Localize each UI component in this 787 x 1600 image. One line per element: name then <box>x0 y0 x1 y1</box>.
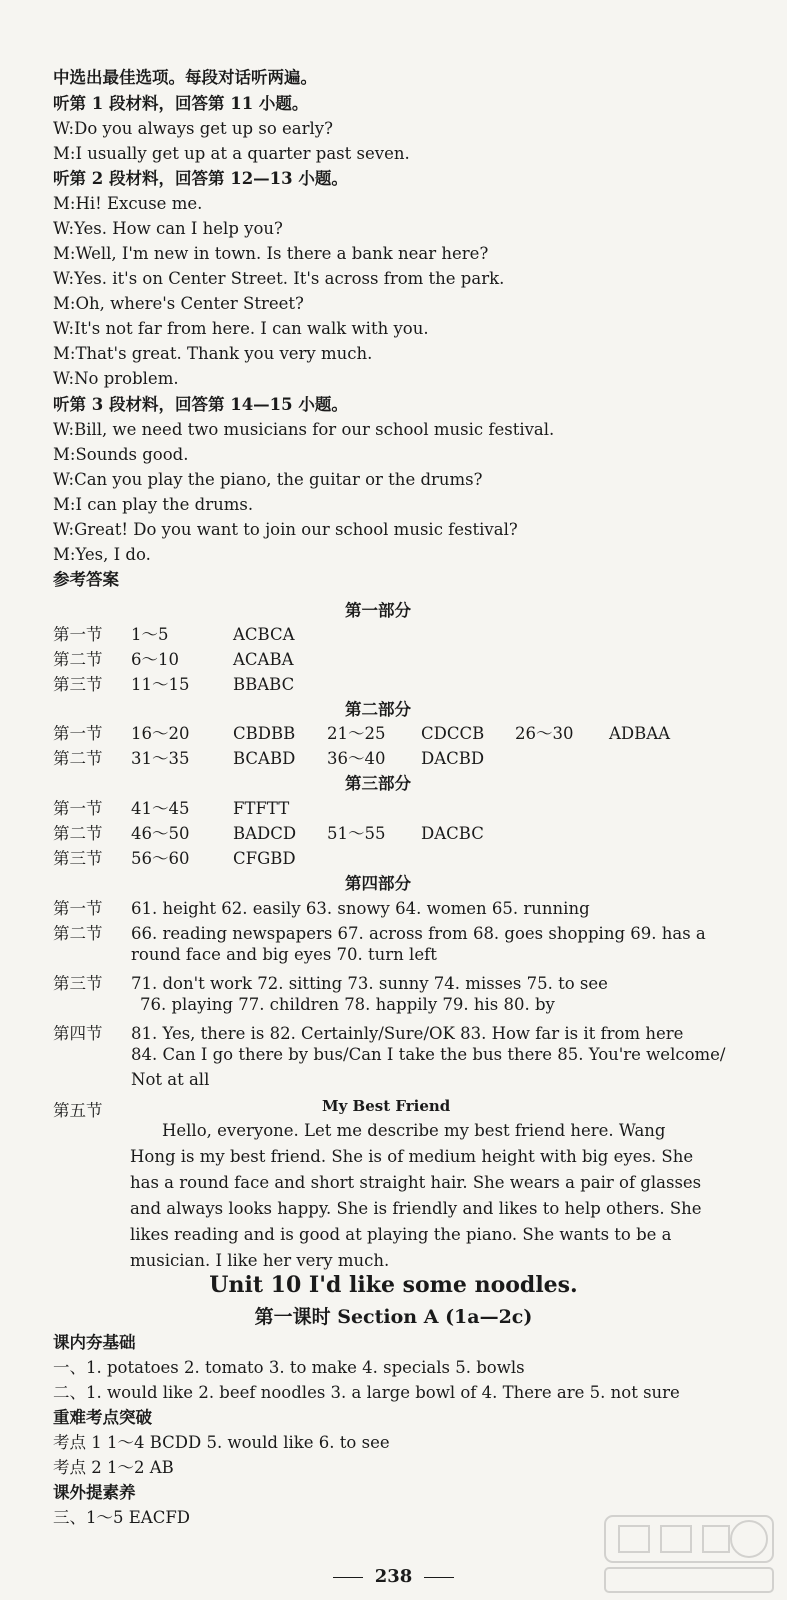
listening-line: M:I can play the drums. <box>53 495 254 514</box>
listening-line: W:Bill, we need two musicians for our school music festival. <box>53 420 555 439</box>
answer-continuation: round face and big eyes 70. turn left <box>131 945 437 964</box>
answer-row: 第四节 81. Yes, there is 82. Certainly/Sure/OK 83. How far is it from here <box>53 1024 684 1043</box>
listening-line: W:Yes. How can I help you? <box>53 219 283 238</box>
answer-row: 第二节 66. reading newspapers 67. across from 68. goes shopping 69. has a <box>53 924 706 943</box>
listening-line: M:I usually get up at a quarter past seven. <box>53 144 410 163</box>
exercise-line: 三、1～5 EACFD <box>53 1508 191 1527</box>
exercise-line: 二、1. would like 2. beef noodles 3. a large bowl of 4. There are 5. not sure <box>53 1383 680 1402</box>
listening-line: W:It's not far from here. I can walk with you. <box>53 319 429 338</box>
answer-continuation: 76. playing 77. children 78. happily 79. his 80. by <box>140 995 555 1014</box>
section-heading: 课内夯基础 <box>53 1333 136 1352</box>
listening-line: M:Yes, I do. <box>53 545 151 564</box>
answer-row: 第一节 41～45 FTFTT <box>53 799 290 818</box>
section-heading: 课外提素养 <box>53 1483 136 1502</box>
exercise-line: 一、1. potatoes 2. tomato 3. to make 4. specials 5. bowls <box>53 1358 525 1377</box>
part1-title: 第一部分 <box>345 601 411 620</box>
listening-line: W:Great! Do you want to join our school music festival? <box>53 520 518 539</box>
essay-paragraph: Hello, everyone. Let me describe my best friend here. Wang Hong is my best friend. She is of medium height with big eyes. She has a round face and short straight hair. She wears a pair of glasses and always looks happy. She is friendly and likes to help others. She likes reading and is good at playing the piano. She wants to be a musician. I like her very much. <box>130 1121 702 1270</box>
answer-row: 第五节 <box>53 1101 103 1120</box>
answer-row: 第二节 46～50 BADCD 51～55 DACBC <box>53 824 484 843</box>
answer-continuation: Not at all <box>131 1070 210 1089</box>
essay-title: My Best Friend <box>322 1097 451 1115</box>
answer-row: 第一节 61. height 62. easily 63. snowy 64. women 65. running <box>53 899 590 918</box>
part2-title: 第二部分 <box>345 700 411 719</box>
answer-row: 第三节 71. don't work 72. sitting 73. sunny 74. misses 75. to see <box>53 974 608 993</box>
exercise-line: 考点 2 1～2 AB <box>53 1458 174 1477</box>
answer-row: 第二节 6～10 ACABA <box>53 650 294 669</box>
listening-line: M:That's great. Thank you very much. <box>53 344 373 363</box>
part4-title: 第四部分 <box>345 874 411 893</box>
answer-row: 第二节 31～35 BCABD 36～40 DACBD <box>53 749 485 768</box>
listening-line: M:Sounds good. <box>53 445 189 464</box>
page-number: 238 <box>0 1566 787 1587</box>
listening-line: 听第 3 段材料，回答第 14—15 小题。 <box>53 395 348 414</box>
watermark-logo <box>599 1512 779 1596</box>
answer-row: 第一节 16～20 CBDBB 21～25 CDCCB 26～30 ADBAA <box>53 724 671 743</box>
listening-line: W:Yes. it's on Center Street. It's across from the park. <box>53 269 505 288</box>
part3-title: 第三部分 <box>345 774 411 793</box>
answer-continuation: 84. Can I go there by bus/Can I take the bus there 85. You're welcome/ <box>131 1045 726 1064</box>
listening-line: 听第 2 段材料，回答第 12—13 小题。 <box>53 169 348 188</box>
listening-line: M:Hi! Excuse me. <box>53 194 203 213</box>
answers-heading: 参考答案 <box>53 570 119 589</box>
unit-title: Unit 10 I'd like some noodles. <box>209 1272 578 1298</box>
listening-line: 听第 1 段材料，回答第 11 小题。 <box>53 94 309 113</box>
section-heading: 重难考点突破 <box>53 1408 152 1427</box>
listening-line: M:Oh, where's Center Street? <box>53 294 304 313</box>
exercise-line: 考点 1 1～4 BCDD 5. would like 6. to see <box>53 1433 390 1452</box>
listening-line: W:No problem. <box>53 369 179 388</box>
answer-row: 第一节 1～5 ACBCA <box>53 625 295 644</box>
lesson-title: 第一课时 Section A (1a—2c) <box>254 1306 533 1328</box>
listening-line: M:Well, I'm new in town. Is there a bank near here? <box>53 244 489 263</box>
answer-row: 第三节 11～15 BBABC <box>53 675 295 694</box>
answer-row: 第三节 56～60 CFGBD <box>53 849 296 868</box>
listening-line: 中选出最佳选项。每段对话听两遍。 <box>53 68 317 87</box>
listening-line: W:Do you always get up so early? <box>53 119 333 138</box>
listening-line: W:Can you play the piano, the guitar or the drums? <box>53 470 483 489</box>
